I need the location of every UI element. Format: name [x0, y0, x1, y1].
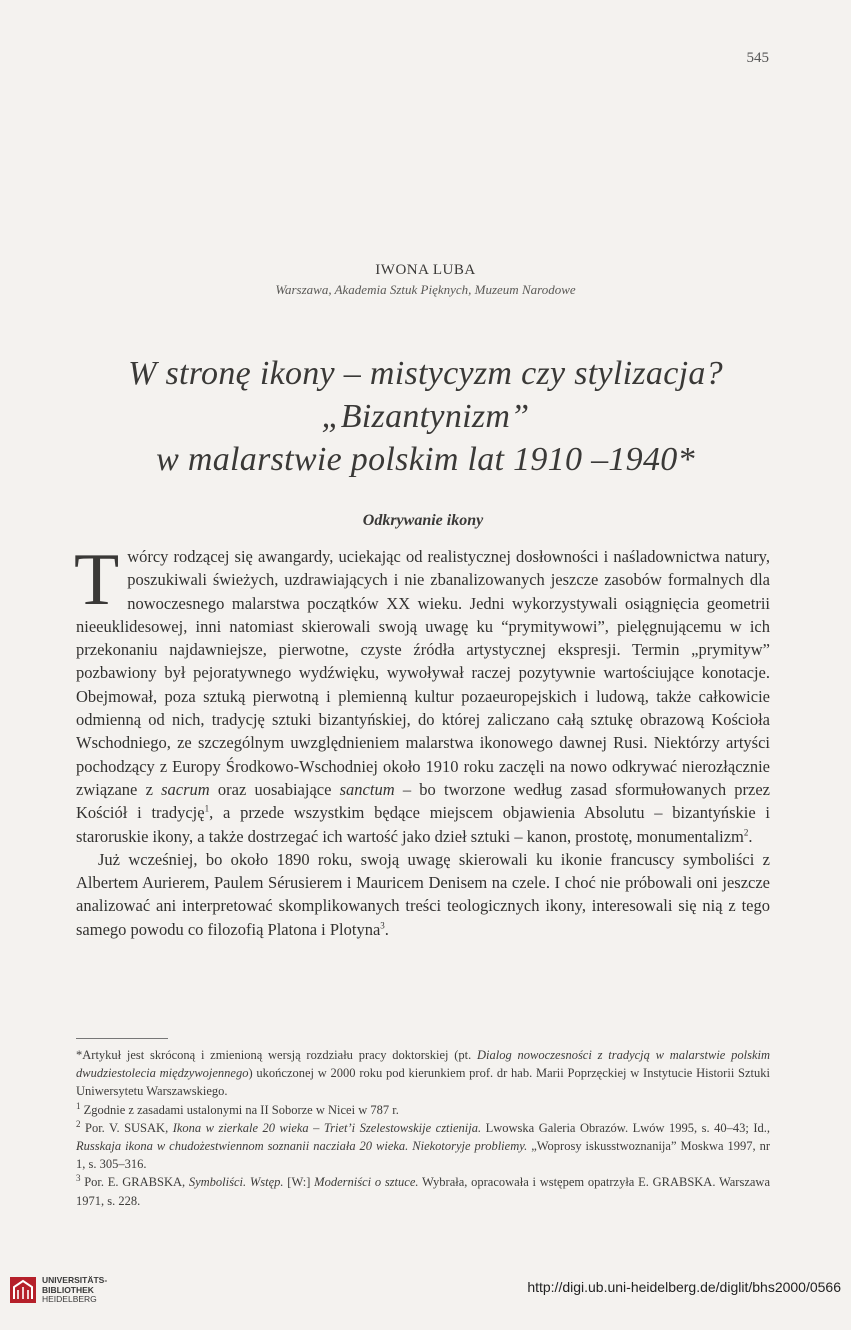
footnote-2-number: 2	[76, 1118, 81, 1129]
footnote-2-italic-2: Russkaja ikona w chudożestwiennom soznanii nacziała 20 wieka. Niekotoryje probliemy.	[76, 1139, 528, 1154]
logo-line-2: BIBLIOTHEK	[42, 1284, 94, 1295]
logo-line-3: HEIDELBERG	[42, 1294, 97, 1304]
paragraph-2-end: .	[384, 919, 389, 939]
paragraph-1-text-d: , a przede wszystkim będące miejscem objawienia Absolutu – bizantyńskie i staroruskie ikony, a także dostrzegać ich wartość jako dzieł sztuki – kanon, prostotę, monumentalizm	[76, 803, 771, 846]
footnote-divider	[76, 1038, 168, 1039]
paragraph-1	[74, 539, 771, 848]
author-name: IWONA LUBA	[375, 262, 476, 278]
footnote-1	[76, 1101, 770, 1119]
title-line-2: „Bizantynizm”	[321, 398, 530, 435]
body-text	[74, 539, 771, 941]
paragraph-1-text-a: wórcy rodzącej się awangardy, uciekając od realistycznej dosłowności i naśladownictwa natury, poszukiwali świeżych, uzdrawiających i nie zbanalizowanych jeszcze zasobów formalnych dla nowoczesnego malarstwa początków XX wieku. Jedni wykorzystywali osiągnięcia geometrii nieeuklidesowej, inni natomiast skierowali swoją uwagę ku “prymitywowi”, pielęgnującemu w ich przekonaniu najdawniejsze, pierwotne, czyste źródła artystycznej ekspresji. Termin „prymityw” pozbawiony był pejoratywnego wydźwięku, wywoływał raczej pozytywnie wartościujące konotacje. Obejmował, poza sztuką pierwotną i plemienną kultur pozaeuropejskich i ludową, także całkowicie odmienną od nich, tradycję sztuki bizantyńskiej, do której zaliczano całą sztukę obrazową Kościoła Wschodniego, ze szczególnym uwzględnieniem malarstwa ikonowego dawnej Rusi. Niektórzy artyści pochodzący z Europy Środkowo-Wschodniej około 1910 roku zaczęli na nowo odkrywać nierozłącznie związane z	[76, 547, 770, 799]
footnote-3-number: 3	[76, 1173, 81, 1184]
drop-cap: T	[74, 539, 120, 621]
paragraph-2-text: Już wcześniej, bo około 1890 roku, swoją uwagę skierowali ku ikonie francuscy symboliści z Albertem Aurierem, Paulem Sérusierem i Mauricem Denisem na czele. I choć nie próbowali oni jeszcze analizować ani interpretować skomplikowanych treści teologicznych ikony, interesowali się nią z tego samego powodu co filozofią Platona i Plotyna	[76, 849, 770, 939]
footnote-3-italic-2: Moderniści o sztuce.	[314, 1175, 419, 1190]
title-line-1: W stronę ikony – mistycyzm czy stylizacja?	[128, 355, 723, 392]
footnote-ref-2[interactable]: 2	[743, 827, 749, 838]
source-url[interactable]: http://digi.ub.uni-heidelberg.de/diglit/bhs2000/0566	[527, 1279, 841, 1295]
footnote-2-text-c: „Woprosy iskusstwoznanija” Moskwa 1997, nr 1, s. 305–316.	[76, 1139, 770, 1172]
author-block	[0, 262, 851, 298]
term-sanctum: sanctum	[339, 779, 395, 799]
library-logo[interactable]	[10, 1276, 107, 1305]
footnote-star-text-a: *Artykuł jest skróconą i zmienioną wersją rozdziału pracy doktorskiej (pt.	[76, 1048, 478, 1062]
article-title	[0, 352, 851, 481]
title-line-3: w malarstwie polskim lat 1910 –1940*	[156, 441, 695, 478]
term-sacrum: sacrum	[161, 779, 210, 799]
author-affiliation: Warszawa, Akademia Sztuk Pięknych, Muzeum Narodowe	[275, 282, 576, 297]
footnote-2-text-a: Por. V. SUSAK,	[80, 1120, 173, 1135]
footnote-2	[76, 1119, 770, 1174]
footnote-star-italic: Dialog nowoczesności z tradycją w malarstwie polskim dwudziestolecia międzywojennego	[76, 1048, 770, 1081]
footnote-3-text-c: Wybrała, opracowała i wstępem opatrzyła E. GRABSKA. Warszawa 1971, s. 228.	[76, 1175, 770, 1208]
footnote-ref-3[interactable]: 3	[380, 920, 385, 931]
logo-line-1: UNIVERSITÄTS-	[42, 1275, 108, 1285]
footnote-star-text-b: ) ukończonej w 2000 roku pod kierunkiem prof. dr hab. Marii Poprzęckiej w Instytucie Historii Sztuki Uniwersytetu Warszawskiego.	[76, 1066, 770, 1099]
footnote-2-italic-1: Ikona w zierkale 20 wieka – Triet’i Szelestowskije cztienija.	[172, 1120, 482, 1135]
paragraph-2	[76, 848, 770, 941]
library-logo-icon	[10, 1277, 36, 1303]
footnote-1-number: 1	[76, 1100, 81, 1111]
footnote-3	[76, 1173, 770, 1209]
footnotes	[76, 1046, 770, 1210]
page-number: 545	[746, 50, 769, 66]
library-logo-text	[42, 1276, 107, 1305]
section-heading: Odkrywanie ikony	[362, 512, 484, 529]
paragraph-1-text-b: oraz uosabiające	[209, 779, 340, 799]
footnote-3-text-a: Por. E. GRABSKA,	[80, 1175, 189, 1190]
footnote-1-text: Zgodnie z zasadami ustalonymi na II Soborze w Nicei w 787 r.	[80, 1102, 399, 1117]
footnote-ref-1[interactable]: 1	[204, 803, 210, 814]
footnote-2-text-b: Lwowska Galeria Obrazów. Lwów 1995, s. 40–43; Id.,	[481, 1120, 770, 1135]
paragraph-1-text-c: – bo tworzone według zasad sformułowanych przez Kościół i tradycję	[76, 779, 770, 823]
footnote-3-text-b: [W:]	[283, 1175, 315, 1190]
paragraph-1-text-e: .	[748, 826, 753, 846]
footnote-3-italic-1: Symboliści. Wstęp.	[188, 1175, 284, 1190]
footnote-star	[76, 1046, 770, 1101]
